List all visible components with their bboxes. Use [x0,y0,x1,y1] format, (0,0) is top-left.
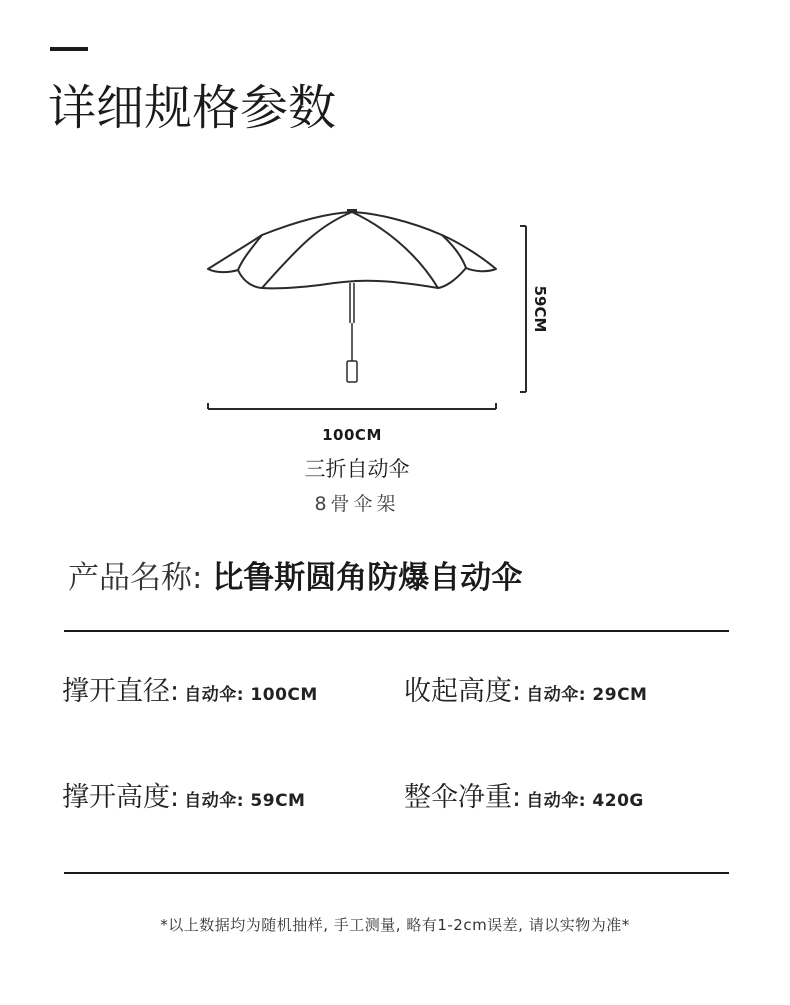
umbrella-handle [347,361,357,382]
disclaimer-footnote: *以上数据均为随机抽样, 手工测量, 略有1-2cm误差, 请以实物为准* [160,916,630,934]
canopy-rib [238,235,262,270]
product-name-row [68,557,522,599]
divider-top [64,630,729,632]
spec-label: 撑开直径: [62,676,180,707]
spec-label: 收起高度: [404,676,522,707]
spec-folded-height [404,672,647,715]
spec-value: 自动伞: 29CM [526,685,648,705]
spec-open-diameter [62,672,318,715]
frame-type-label: 8骨伞架 [314,493,400,515]
spec-value: 自动伞: 100CM [184,685,318,705]
spec-label: 整伞净重: [404,782,522,813]
page-title: 详细规格参数 [48,80,337,136]
canopy-rib [262,212,352,288]
height-dimension-label: 59CM [531,285,549,333]
divider-bottom [64,872,729,874]
spec-net-weight [404,778,644,821]
spec-value: 自动伞: 59CM [184,791,306,811]
product-name-value: 比鲁斯圆角防爆自动伞 [212,560,523,596]
fold-type-label: 三折自动伞 [304,457,410,481]
width-dimension-label: 100CM [322,426,382,444]
spec-value: 自动伞: 420G [526,791,644,811]
title-accent-dash [50,47,88,51]
spec-label: 撑开高度: [62,782,180,813]
canopy-rib [352,212,438,288]
umbrella-diagram [190,195,570,455]
product-name-label: 产品名称: [68,560,203,596]
spec-open-height [62,778,305,821]
umbrella-tip [347,209,357,213]
